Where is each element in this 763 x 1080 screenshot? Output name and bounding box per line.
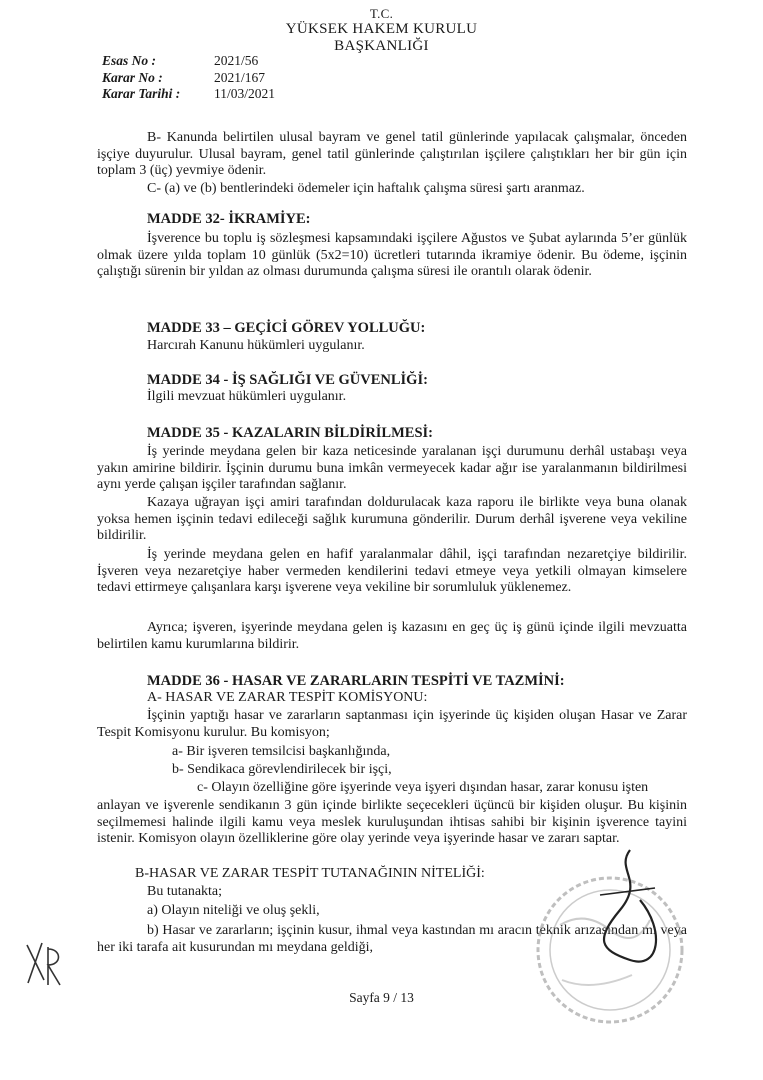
meta-esas (102, 53, 258, 69)
meta-karar (102, 70, 265, 86)
madde-36-b-p1: Bu tutanakta; (147, 884, 223, 899)
page-number: Sayfa 9 / 13 (349, 990, 414, 1005)
paragraph-b: B- Kanunda belirtilen ulusal bayram ve genel tatil günlerinde yapılacak çalışmalar, önceden işçiye duyurulur. Ulusal bayram, genel tatil günlerinde çalıştırılan işçilere çalıştıkları her bir gün için toplam 3 (üç) yevmiye ödenir. (97, 130, 687, 178)
meta-tarih-value: 11/03/2021 (214, 86, 276, 101)
madde-35-p2: Kazaya uğrayan işçi amiri tarafından doldurulacak kaza raporu ile birlikte veya buna olanak yoksa hemen işçinin tedavi edileceği sağlık kurumuna gönderilir. Durum derhâl işverene veya vekiline bildirilir. (97, 495, 687, 543)
madde-36-b-item-b: b) Hasar ve zararların; işçinin kusur, ihmal veya kastından mı aracın teknik arızasından mı veya her iki tarafa ait kusurundan mı meydana geldiği, (97, 923, 687, 955)
meta-tarih-label: Karar Tarihi : (102, 86, 181, 101)
madde-35-p3: İş yerinde meydana gelen en hafif yaralanmalar dâhil, işçi tarafından nezaretçiye bildirilir. İşveren veya nezaretçiye haber vermeden kendilerini tedavi etmeye veya yetkili olmayan kimselere tedavi ettirmeye çalışanlara karşı işverene veya vekiline bir sorumluluk yüklenemez. (97, 547, 687, 595)
madde-36-a-p1: İşçinin yaptığı hasar ve zararların saptanması için işyerinde üç kişiden oluşan Hasar ve Zarar Tespit Komisyonu kurulur. Bu komisyon; (97, 708, 687, 740)
madde-36-a-item-c-cont: anlayan ve işverenle sendikanın 3 gün içinde birlikte seçecekleri üçüncü bir kişiden oluşur. Bu kişinin seçilmemesi halinde ilgili kamu veya meslek kuruluşundan ihtisas sahibi bir kişinin işverence tayini istenir. Komisyon olayın özelliklerine göre olay yerinde veya işyerinde hasar ve zararı saptar. (97, 798, 687, 846)
madde-33-text: Harcırah Kanunu hükümleri uygulanır. (147, 338, 365, 353)
madde-32-text: İşverence bu toplu iş sözleşmesi kapsamındaki işçilere Ağustos ve Şubat aylarında 5’er günlük olmak üzere yılda toplam 10 günlük (5x2=10) ücretleri tutarında ikramiye ödenir. Bu ödeme, işçinin çalıştığı sürenin bir yıldan az olması durumunda çalışma süresi ile orantılı olarak ödenir. (97, 231, 687, 279)
madde-36-b-item-a: a) Olayın niteliği ve oluş şekli, (147, 903, 320, 918)
madde-36-title: MADDE 36 - HASAR VE ZARARLARIN TESPİTİ VE TAZMİNİ: (147, 673, 565, 689)
meta-karar-value: 2021/167 (214, 70, 266, 85)
madde-34-text: İlgili mevzuat hükümleri uygulanır. (147, 389, 347, 404)
meta-karar-label: Karar No : (102, 70, 163, 85)
paragraph-c: C- (a) ve (b) bentlerindeki ödemeler için haftalık çalışma süresi şartı aranmaz. (147, 181, 585, 196)
madde-36-a-item-b: b- Sendikaca görevlendirilecek bir işçi, (172, 762, 392, 777)
initials-icon (22, 935, 62, 995)
madde-36-b-heading: B-HASAR VE ZARAR TESPİT TUTANAĞININ NİTELİĞİ: (135, 866, 485, 881)
madde-32-title: MADDE 32- İKRAMİYE: (147, 211, 311, 227)
madde-35-p1: İş yerinde meydana gelen bir kaza neticesinde yaralanan işçi durumunu derhâl ustabaşı veya yakın amirine bildirir. İşçinin durumu buna imkân vermeyecek kadar ağır ise yaralanmanın bildirilmesi aynı yerde çalışan işçiler tarafından sağlanır. (97, 444, 687, 492)
meta-tarih (102, 86, 275, 102)
madde-36-a-item-a: a- Bir işveren temsilcisi başkanlığında, (172, 744, 391, 759)
madde-33-title: MADDE 33 – GEÇİCİ GÖREV YOLLUĞU: (147, 320, 426, 336)
madde-35-p4: Ayrıca; işveren, işyerinde meydana gelen iş kazasını en geç üç iş günü içinde ilgili mevzuatta belirtilen kamu kurumlarına bildirir. (97, 620, 687, 652)
header-org: YÜKSEK HAKEM KURULU (285, 21, 478, 37)
meta-esas-label: Esas No : (102, 53, 157, 68)
madde-36-a-heading: A- HASAR VE ZARAR TESPİT KOMİSYONU: (147, 690, 428, 705)
madde-34-title: MADDE 34 - İŞ SAĞLIĞI VE GÜVENLİĞİ: (147, 372, 428, 388)
madde-36-a-item-c: c- Olayın özelliğine göre işyerinde veya işyeri dışından hasar, zarar konusu işten (197, 780, 649, 795)
header-tc: T.C. (369, 6, 394, 21)
madde-35-title: MADDE 35 - KAZALARIN BİLDİRİLMESİ: (147, 425, 433, 441)
header-dept: BAŞKANLIĞI (334, 38, 429, 54)
signature-icon (560, 840, 680, 1000)
meta-esas-value: 2021/56 (214, 53, 259, 68)
